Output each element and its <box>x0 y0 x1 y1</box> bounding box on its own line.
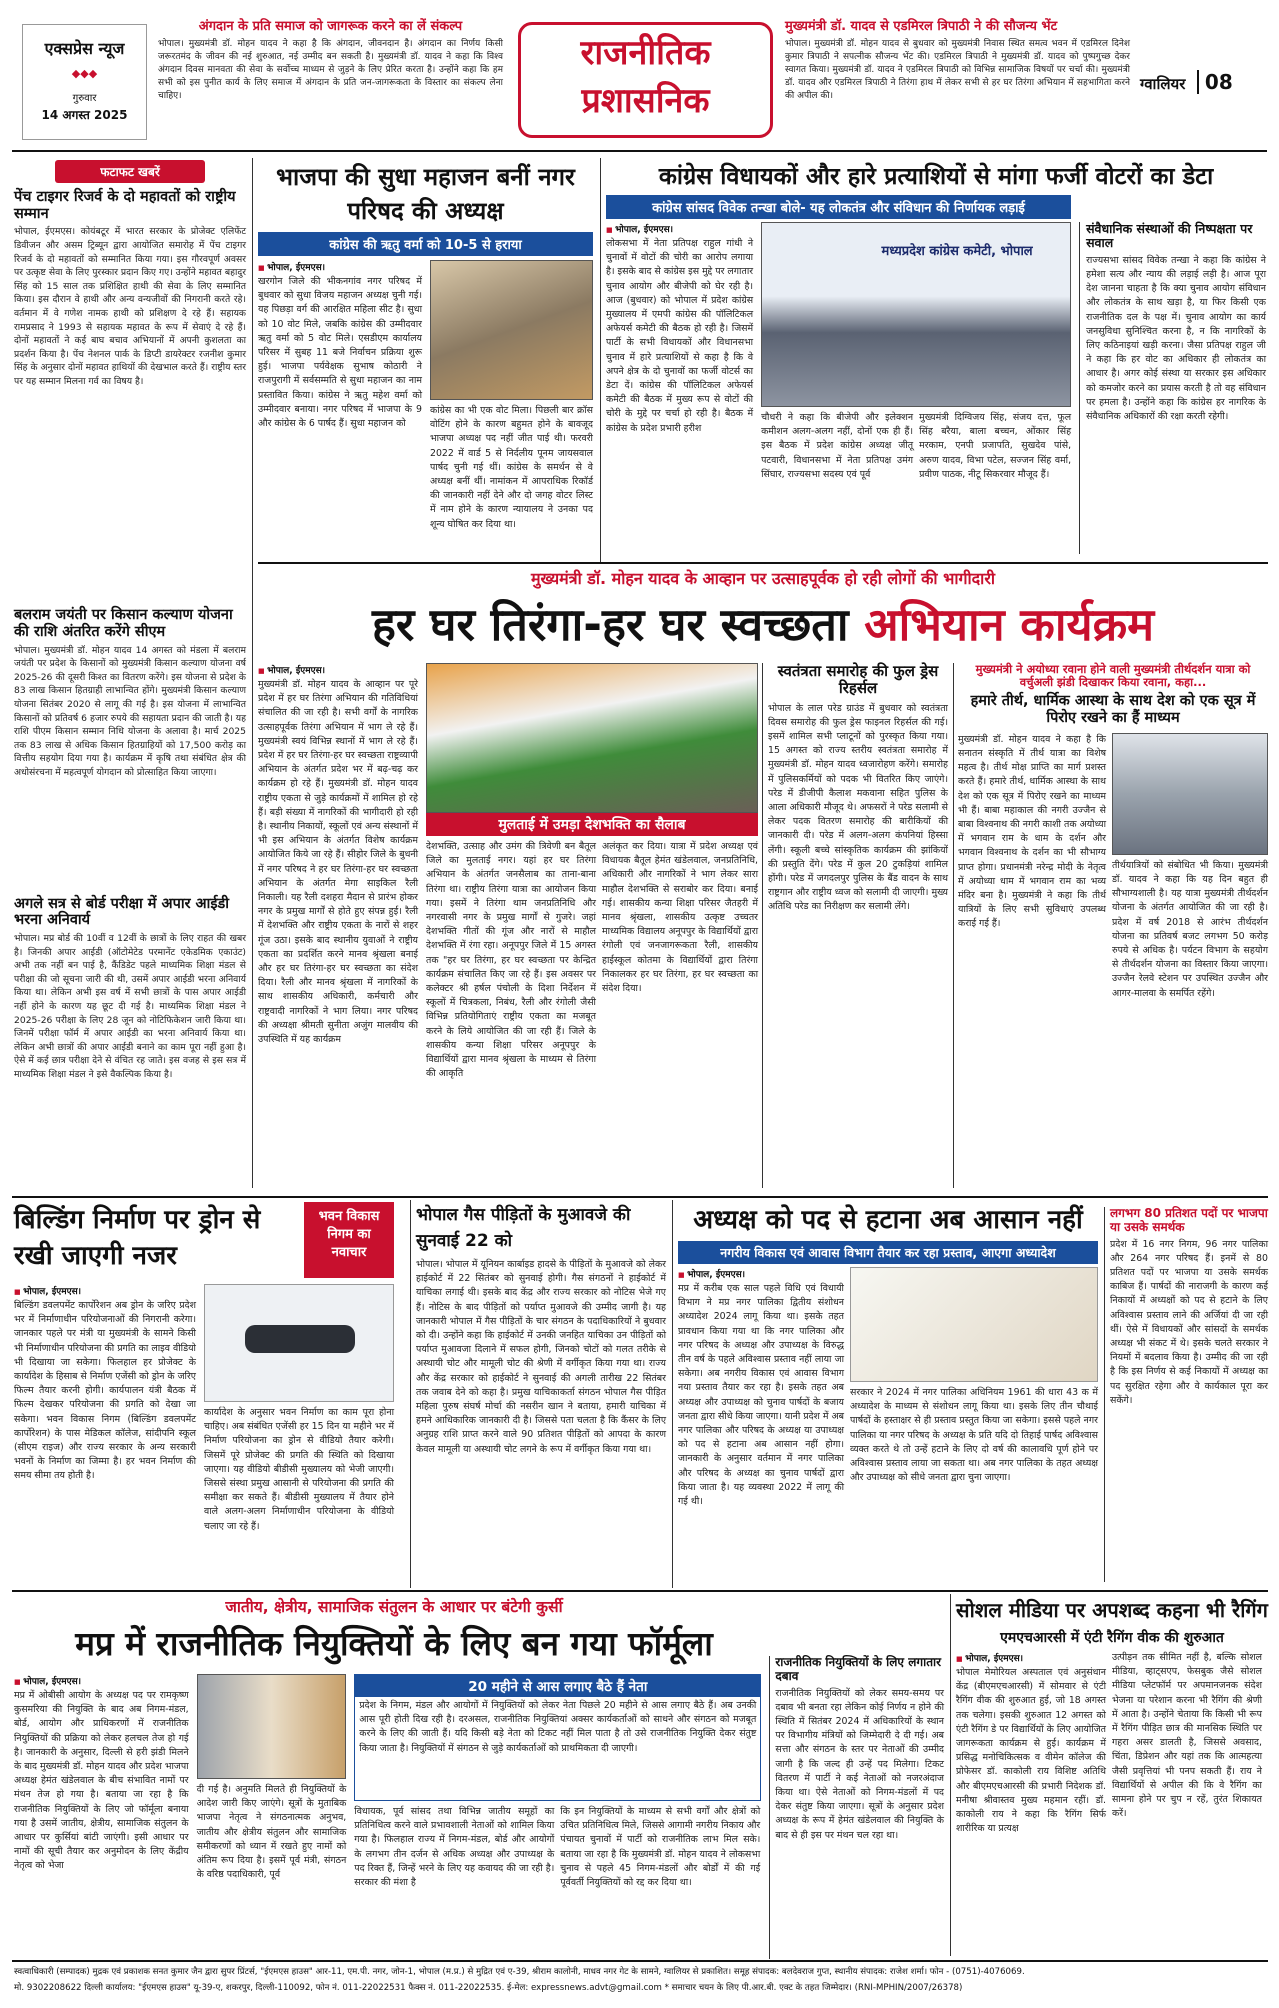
formula-col-3: विधायक, पूर्व सांसद तथा विभिन्न जातीय समूहों का प्रतिनिधित्व करने वाले प्रभावशाली नेताओं को शामिल किया गया है। फिलहाल राज्य में निगम-मंडल, बोर्ड और आयोगों के लगभग तीन दर्जन से अधिक अध्यक्ष और उपाध्यक्ष के पद रिक्त हैं, जिन्हें भरने के लिए यह कवायद की जा रही है। सरकार की मंशा है <box>354 1806 555 1889</box>
ragging-subtitle: एमएचआरसी में एंटी रैगिंग वीक की शुरुआत <box>1000 1630 1224 1646</box>
congress-side-body: राज्यसभा सांसद विवेक तन्खा ने कहा कि कांग्रेस ने हमेशा सत्य और न्याय की लड़ाई लड़ी है। आज पूरा देश जानना चाहता है कि क्या चुनाव आयोग संविधान और लोकतंत्र के साथ खड़ा है, या फिर किसी एक राजनीतिक दल के पक्ष में। चुनाव आयोग का कार्य जनसुविधा सुनिश्चित करना है, न कि नागरिकों के लिए कठिनाइयां खड़ी करना। जैसा प्रतिपक्ष राहुल जी ने कहा कि हर वोट का अधिकार ही लोकतंत्र का आधार है। अगर कोई संस्था या सरकार इस अधिकार को कमजोर करने का प्रयास करती है तो वह संविधान पर हमला है। उन्होंने कहा कि कांग्रेस हर नागरिक के संवैधानिक अधिकारों की रक्षा करती रहेगी। <box>1086 254 1266 422</box>
fatafat-title-1: पेंच टाइगर रिजर्व के दो महावतों को राष्ट्रीय सम्मान <box>14 189 236 222</box>
ragging-story <box>956 1596 1268 1956</box>
drone-col-2: कार्यादेश के अनुसार भवन निर्माण का काम पूरा होना चाहिए। अब संबंधित एजेंसी हर 15 दिन या महीने भर में निर्माण परियोजना का ड्रोन से वीडियो तैयार करेगी। जिसमें पूरे प्रोजेक्ट की प्रगति की स्थिति को दिखाया जाएगा। यह वीडियो बीडीसी मुख्यालय को भेजी जाएगी। जिससे संस्था प्रमुख आसानी से परियोजना की प्रगति की समीक्षा कर सकते हैं। बीडीसी मुख्यालय में तैयार होने वाले अलग-अलग निर्माणाधीन परियोजना के वीडियो चलाए जा रहे हैं। <box>204 1407 394 1532</box>
top-right-body: भोपाल। मुख्यमंत्री डॉ. मोहन यादव से बुधवार को मुख्यमंत्री निवास स्थित समत्व भवन में एडमिरल दिनेश कुमार त्रिपाठी ने सपत्नीक सौजन्य भेंट की। एडमिरल त्रिपाठी ने मुख्यमंत्री डॉ. यादव को पुष्पगुच्छ देकर स्वागत किया। मुख्यमंत्री डॉ. यादव ने एडमिरल त्रिपाठी को विभिन्न सामाजिक विषयों पर चर्चा की। मुख्यमंत्री डॉ. यादव और एडमिरल त्रिपाठी ने तिरंगा हाथ में लेकर सभी से हर घर तिरंगा अभियान में सहभागिता करने की अपील की। <box>785 38 1130 101</box>
fatafat-title-3: अगले सत्र से बोर्ड परीक्षा में अपार आईडी भरना अनिवार्य <box>14 895 230 929</box>
date-label: 14 अगस्त 2025 <box>41 108 128 122</box>
drone-icon <box>245 1325 355 1353</box>
drone-photo <box>204 1284 394 1402</box>
formula-box-body: प्रदेश के निगम, मंडल और आयोगों में नियुक्तियों को लेकर नेता पिछले 20 महीने से आस लगाए बैठे हैं। अब उनकी आस पूरी होती दिख रही है। दरअसल, राजनीतिक नियुक्तियां अक्सर कार्यकर्ताओं को साधने और संगठन को मजबूत करने के लिए की जाती हैं। यदि किसी बड़े नेता को टिकट नहीं मिल पाता है तो उसे राजनीतिक नियुक्ति देकर संतुष्ट किया जाता है। नियुक्तियों में संगठन से जुड़े कार्यकर्ताओं को प्राथमिकता दी जाएगी। <box>359 1700 757 1754</box>
footer-line-2: मो. 9302208622 दिल्ली कार्यालय: "ईएमएस हाउस" यू-39-ए, शकरपुर, दिल्ली-110092, फोन नं. 011-22022531 फैक्स नं. 011-22022535. ई-मेल: expressnews.advt@gmail.com * समाचार चयन के लिए पी.आर.बी. एक्ट के तहत जिम्मेदार। (RNI-MPHIN/2007/26378) <box>14 1983 963 1993</box>
formula-photo <box>197 1674 347 1779</box>
congress-col-1: लोकसभा में नेता प्रतिपक्ष राहुल गांधी ने चुनावों में वोटों की चोरी का आरोप लगाया है। इसके बाद से कांग्रेस इस मुद्दे पर लगातार चुनाव आयोग और बीजेपी को घेर रही है। आज (बुधवार) को भोपाल में प्रदेश कांग्रेस मुख्यालय में एमपी कांग्रेस की पॉलिटिकल अफेयर्स कमेटी की बैठक हो रही है। जिसमें पार्टी के सभी विधायकों और विधानसभा चुनाव में हारे प्रत्याशियों से कहा है कि वे अपने क्षेत्र के दो चुनावों का फर्जी वोटर्स का डेटा दें। कांग्रेस की पॉलिटिकल अफेयर्स कमेटी की बैठक में मुख्य रूप से वोटों की चोरी के मुद्दे पर चर्चा हो रही है। बैठक में कांग्रेस के प्रदेश प्रभारी हरीश <box>606 238 754 434</box>
congress-side-title: संवैधानिक संस्थाओं की निष्पक्षता पर सवाल <box>1086 221 1253 251</box>
tiranga-title-b: अभियान कार्यक्रम <box>864 598 1155 651</box>
drone-story <box>14 1202 404 1587</box>
city-label: ग्वालियर <box>1140 75 1186 93</box>
adhyaksh-story <box>678 1202 1268 1587</box>
formula-box <box>354 1674 761 1801</box>
ragging-title: सोशल मीडिया पर अपशब्द कहना भी रैगिंग <box>956 1598 1268 1622</box>
bjp-story <box>258 160 593 560</box>
adhyaksh-byline: ■ भोपाल, ईएमएस। <box>678 1267 844 1280</box>
formula-title: मप्र में राजनीतिक नियुक्तियों के लिए बन गया फॉर्मूला <box>75 1624 713 1663</box>
bjp-photo <box>430 260 593 400</box>
pilgrim-title: हमारे तीर्थ, धार्मिक आस्था के साथ देश को एक सूत्र में पिरोए रखने का हैं माध्यम <box>970 693 1256 727</box>
tiranga-byline: ■ भोपाल, ईएमएस। <box>258 663 418 676</box>
formula-col-1: मप्र में ओबीसी आयोग के अध्यक्ष पद पर रामकृष्ण कुसमरिया की नियुक्ति के बाद अब निगम-मंडल, बोर्ड, आयोग और प्राधिकरणों में राजनीतिक नियुक्तियों की प्रक्रिया को लेकर हलचल तेज हो गई है। जानकारी के अनुसार, दिल्ली से हरी झंडी मिलने के बाद मुख्यमंत्री डॉ. मोहन यादव और प्रदेश भाजपा अध्यक्ष हेमंत खंडेलवाल के बीच संभावित नामों पर मंथन तेज हो गया है। बताया जा रहा है कि राजनीतिक नियुक्तियों के लिए जो फॉर्मूला बनाया गया है उसमें जातीय, क्षेत्रीय, सामाजिक संतुलन के आधार पर कुर्सियां बांटी जाएंगी। इसी आधार पर नामों की सूची तैयार कर अनुमोदन के लिए केंद्रीय नेतृत्व को भेजा <box>14 1690 189 1872</box>
gas-story <box>416 1202 666 1587</box>
formula-kicker: जातीय, क्षेत्रीय, सामाजिक संतुलन के आधार पर बंटेगी कुर्सी <box>225 1598 563 1616</box>
bjp-byline: ■ भोपाल, ईएमएस। <box>258 260 422 273</box>
section-title-1: राजनीतिक <box>580 33 711 73</box>
tiranga-story <box>258 663 758 1193</box>
ragging-byline: ■ भोपाल, ईएमएस। <box>956 1651 1106 1664</box>
rehearsal-body: भोपाल के लाल परेड ग्राउंड में बुधवार को स्वतंत्रता दिवस समारोह की फुल ड्रेस फाइनल रिहर्सल की गई। इसमें शामिल सभी प्लाटूनों को पुरस्कृत किया गया। 15 अगस्त को राज्य स्तरीय स्वतंत्रता समारोह में मुख्यमंत्री डॉ. मोहन यादव ध्वजारोहण करेंगे। समारोह में पुलिसकर्मियों को पदक भी वितरित किए जाएंगे। परेड में डीजीपी कैलाश मकवाना सहित पुलिस के आला अधिकारी मौजूद थे। अफसरों ने परेड सलामी से लेकर पदक वितरण समारोह की बारीकियों की जानकारी दी। परेड में अलग-अलग कंपनियां हिस्सा लेंगी। स्कूली बच्चे सांस्कृतिक कार्यक्रम की झांकियों की प्रस्तुति देंगे। परेड में कुल 20 टुकड़ियां शामिल होंगी। परेड में जगदलपुर पुलिस के बैंड वादन के साथ राष्ट्रगान और राष्ट्रीय ध्वज को सलामी दी जाएगी। मुख्य अतिथि परेड का निरीक्षण कर सलामी लेंगे। <box>768 702 948 913</box>
bjp-subtitle: कांग्रेस की ऋतु वर्मा को 10-5 से हराया <box>258 232 593 256</box>
fatafat-body-2: भोपाल। मुख्यमंत्री डॉ. मोहन यादव 14 अगस्त को मंडला में बलराम जयंती पर प्रदेश के किसानों को मुख्यमंत्री किसान कल्याण योजना वर्ष 2025-26 की दूसरी किश्त का वितरण करेंगे। इस योजना से प्रदेश के 83 लाख किसान हितग्राही लाभान्वित होंगे। मुख्यमंत्री किसान कल्याण योजना सितंबर 2020 से लागू की गई है। इस योजना में लाभान्वित किसानों को प्रतिवर्ष 6 हजार रुपये की सहायता प्रदान की जाती है। यह राशि पीएम किसान सम्मान निधि योजना के अलावा है। मार्च 2025 तक 83 लाख से अधिक किसान हितग्राहियों को 17,500 करोड़ का वित्तीय सहयोग दिया गया है। कार्यक्रम में कृषि तथा संबंधित क्षेत्र की अधोसंरचना में महत्वपूर्ण योगदान को प्रोत्साहित किया जाएगा। <box>14 644 246 779</box>
pilgrim-col-2: तीर्थयात्रियों को संबोधित भी किया। मुख्यमंत्री डॉ. यादव ने कहा कि यह दिन बहुत ही सौभाग्यशाली है। यह यात्रा मुख्यमंत्री तीर्थदर्शन योजना के अंतर्गत आयोजित की जा रही है। प्रदेश में वर्ष 2018 से आरंभ तीर्थदर्शन योजना का प्रतिवर्ष बजट लगभग 50 करोड़ रुपये से अधिक है। पर्यटन विभाग के सहयोग से तीर्थदर्शन योजना का विस्तार किया जाएगा। उज्जैन रेलवे स्टेशन पर उपस्थित उज्जैन और आगर-मालवा के समर्पित रहेंगे। <box>1112 859 1268 999</box>
top-left-story <box>158 20 503 142</box>
pilgrim-col-1: मुख्यमंत्री डॉ. मोहन यादव ने कहा है कि सनातन संस्कृति में तीर्थ यात्रा का विशेष महत्व है। तीर्थ मोक्ष प्राप्ति का मार्ग प्रशस्त करते हैं। हमारे तीर्थ, धार्मिक आस्था के साथ देश को एक सूत्र में पिरोए रखने का माध्यम भी हैं। बाबा महाकाल की नगरी उज्जैन से बाबा विश्वनाथ की नगरी काशी तक अयोध्या में भगवान राम के धाम के दर्शन और भगवान विश्वनाथ के दर्शन का भी सौभाग्य प्राप्त होगा। प्रधानमंत्री नरेन्द्र मोदी के नेतृत्व में अयोध्या धाम में भगवान राम का भव्य मंदिर बना है। मुख्यमंत्री ने कहा कि तीर्थ यात्रियों के लिए सभी सुविधाएं उपलब्ध कराई गई हैं। <box>958 733 1106 930</box>
fatafat-body-3: भोपाल। मप्र बोर्ड की 10वीं व 12वीं के छात्रों के लिए राहत की खबर है। जिनकी अपार आईडी (ऑटोमेटेड परमानेंट एकेडमिक एकाउंट) अभी तक नहीं बन पाई है, कैंडिडेट पहले माध्यमिक शिक्षा मंडल से परीक्षा की जो सूचना जारी की थी, उसमें अपार आईडी भरना अनिवार्य किया था। लेकिन अभी इस वर्ष में सभी छात्रों के पास अपार आईडी नहीं होने के कारण यह छूट दी गई है। माध्यमिक शिक्षा मंडल ने 2025-26 परीक्षा के लिए 28 जून को नोटिफिकेशन जारी किया था। जिनमें परीक्षा फॉर्म में अपार आईडी का भरना अनिवार्य किया था। लेकिन अभी छात्रों की अपार आईडी बनाने का काम पूरा नहीं हुआ है। ऐसे में कई छात्र परीक्षा देने से वंचित रह जाते। इस वजह से इस सत्र में माध्यमिक शिक्षा मंडल ने इसे वैकल्पिक किया है। <box>14 933 246 1080</box>
rehearsal-title: स्वतंत्रता समारोह की फुल ड्रेस रिहर्सल <box>777 662 939 698</box>
adhyaksh-col-2: सरकार ने 2024 में नगर पालिका अधिनियम 1961 की धारा 43 क में अध्यादेश के माध्यम से संशोधन लागू किया था। इसके लिए तीन चौथाई पार्षदों के हस्ताक्षर से ही प्रस्ताव प्रस्तुत किया जा सकेगा। इससे पहले नगर पालिका या नगर परिषद के अध्यक्ष के प्रति यदि दो तिहाई पार्षद अविश्वास व्यक्त करते थे तो उन्हें हटाने के लिए दो वर्ष की कालावधि पूर्ण होने पर अविश्वास प्रस्ताव लाया जा सकता था। अब नगर पालिका के तहत अध्यक्ष और उपाध्यक्ष को सीधे जनता द्वारा चुना जाएगा। <box>850 1387 1098 1484</box>
congress-col-3: मुख्यमंत्री दिग्विजय सिंह, संजय दत्त, फूल सिंह बरैया, बाला बच्चन, ओंकार सिंह मरकाम, एनपी प्रजापति, सुखदेव पांसे, अरुण यादव, विभा पटेल, सज्जन सिंह वर्मा, प्रवीण पाठक, नीटू सिकरवार मौजूद हैं। <box>919 412 1072 480</box>
tiranga-title-a: हर घर तिरंगा-हर घर स्वच्छता <box>371 598 865 651</box>
formula-col-2: दी गई है। अनुमति मिलते ही नियुक्तियों के आदेश जारी किए जाएंगे। सूत्रों के मुताबिक भाजपा नेतृत्व ने संगठनात्मक अनुभव, जातीय और क्षेत्रीय संतुलन और सामाजिक समीकरणों को ध्यान में रखते हुए नामों को अंतिम रूप दिया है। इसमें पूर्व मंत्री, संगठन के वरिष्ठ पदाधिकारी, पूर्व <box>196 1784 347 1881</box>
adhyaksh-title: अध्यक्ष को पद से हटाना अब आसान नहीं <box>693 1205 1083 1235</box>
congress-story <box>606 160 1266 560</box>
ragging-col-2: उत्पीड़न तक सीमित नहीं है, बल्कि सोशल मीडिया, व्हाट्सएप, फेसबुक जैसे सोशल मीडिया प्लेटफॉर्म पर अपमानजनक संदेश भेजना या परेशान करना भी रैगिंग की श्रेणी में आता है। उन्होंने चेताया कि किसी भी रूप में रैगिंग पीड़ित छात्र की मानसिक स्थिति पर गहरा असर डालती है, जिससे अवसाद, चिंता, डिप्रेशन और यहां तक कि आत्महत्या जैसी प्रवृत्तियां भी पनप सकती हैं। राय ने विद्यार्थियों से अपील की कि वे रैगिंग का सामना होने पर चुप न रहें, तुरंत शिकायत करें। <box>1112 1652 1262 1820</box>
adhyaksh-subtitle: नगरीय विकास एवं आवास विभाग तैयार कर रहा प्रस्ताव, आएगा अध्यादेश <box>678 1241 1098 1264</box>
top-right-story <box>785 20 1130 142</box>
pilgrim-kicker: मुख्यमंत्री ने अयोध्या रवाना होने वाली मुख्यमंत्री तीर्थदर्शन यात्रा को वर्चुअली झंडी दिखाकर किया रवाना, कहा... <box>975 662 1251 690</box>
tiranga-photo <box>426 663 758 813</box>
tiranga-col-1: मुख्यमंत्री डॉ. मोहन यादव के आव्हान पर पूरे प्रदेश में हर घर तिरंगा अभियान की गतिविधियां संचालित की जा रही है। सभी वर्गों के नागरिक उत्साहपूर्वक तिरंगा अभियान में भाग ले रहे हैं। मुख्यमंत्री स्वयं विभिन्न स्थानों में भाग ले रहे हैं। प्रदेश में हर घर तिरंगा-हर घर स्वच्छता राष्ट्रव्यापी अभियान के अंतर्गत प्रदेश भर में बढ़-चढ़ कर कार्यक्रम हो रहे हैं। मुख्यमंत्री डॉ. मोहन यादव राष्ट्रीय एकता से जुड़े कार्यक्रमों में शामिल हो रहे हैं। बड़ी संख्या में नागरिकों की भागीदारी हो रही है। स्थानीय निकायों, स्कूलों एवं अन्य संस्थानों में भी इस अभियान के अंतर्गत विशेष कार्यक्रम आयोजित किये जा रहे हैं। सीहोर जिले के बुधनी में नगर परिषद ने हर घर तिरंगा-हर घर स्वच्छता अभियान के अंतर्गत मेगा साइकिल रैली निकाली। यह रैली दशहरा मैदान से प्रारंभ होकर नगर के प्रमुख मार्गों से होते हुए संपन्न हुई। रैली में देशभक्ति और राष्ट्रीय एकता के नारों से शहर गूंज उठा। इसके बाद स्थानीय युवाओं ने राष्ट्रीय एकता का प्रदर्शित करने मानव श्रृंखला बनाई और हर घर तिरंगा-हर घर स्वच्छता का संदेश दिया। रैली और मानव श्रृंखला में नागरिकों के साथ शासकीय अधिकारी, कर्मचारी और राष्ट्रवादी नागरिकों ने भाग लिया। नगर परिषद की अध्यक्षा श्रीमती सुनीता अजुंग मालवीय की उपस्थिति में यह कार्यक्रम <box>258 679 418 1046</box>
fatafat-title-2: बलराम जयंती पर किसान कल्याण योजना की राशि अंतरित करेंगे सीएम <box>14 607 233 641</box>
diamond-icon: ◆◆◆ <box>71 67 98 80</box>
formula-box-title: 20 महीने से आस लगाए बैठे हैं नेता <box>355 1675 760 1697</box>
tiranga-caption: मुलताई में उमड़ा देशभक्ति का सैलाब <box>426 813 758 836</box>
section-title-2: प्रशासनिक <box>581 81 710 121</box>
drone-byline: ■ भोपाल, ईएमएस। <box>14 1284 196 1297</box>
formula-side-title: राजनीतिक नियुक्तियों के लिए लगातार दबाव <box>775 1655 942 1683</box>
gas-title: भोपाल गैस पीड़ितों के मुआवजे की सुनवाई 22 को <box>416 1205 631 1251</box>
pilgrim-photo <box>1112 733 1268 855</box>
bjp-col-2: कांग्रेस का भी एक वोट मिला। पिछली बार क्रॉस वोटिंग होने के कारण बहुमत होने के बावजूद भाजपा अध्यक्ष पद नहीं जीत पाई थी। फरवरी 2022 में वार्ड 5 से निर्दलीय पूनम जायसवाल पार्षद चुनी गई थीं। कांग्रेस के समर्थन से वे अध्यक्ष बनीं थीं। नामांकन में आपराधिक रिकॉर्ड की जानकारी नहीं देने और दो जगह वोटर लिस्ट में नाम होने के कारण न्यायालय ने उनका पद शून्य घोषित कर दिया था। <box>430 405 593 530</box>
tiranga-col-3: अलंकृत कर दिया। यात्रा में प्रदेश अध्यक्ष एवं विधायक बैतूल हेमंत खंडेलवाल, जनप्रतिनिधि, अधिकारी और नागरिकों ने भाग लेकर सारा माहौल देशभक्ति से सराबोर कर दिया। बनाई गई। शासकीय कन्या शिक्षा परिसर जैतहरी में मानव श्रृंखला, शासकीय उत्कृष्ट उच्चतर माध्यमिक विद्यालय अनूपपुर के विद्यार्थियों द्वारा रंगोली एवं जनजागरूकता रैली, शासकीय हाईस्कूल कोतमा के विद्यार्थियों द्वारा तिरंगा निकालकर हर घर तिरंगा, हर घर स्वच्छता का संदेश दिया। <box>602 841 758 995</box>
pilgrim-story <box>958 663 1268 1193</box>
gas-body: भोपाल। भोपाल में यूनियन कार्बाइड हादसे के पीड़ितों के मुआवजे को लेकर हाईकोर्ट में 22 सितंबर को सुनवाई होगी। गैस संगठनों ने हाईकोर्ट में याचिका लगाई थी। इसके बाद केंद्र और राज्य सरकार को नोटिस भेजे गए हैं। नोटिस के बाद पीड़ितों को पर्याप्त मुआवजे की उम्मीद जागी है। यह जानकारी भोपाल में गैस पीड़ितों के चार संगठन के पदाधिकारियों ने बुधवार को दी। उन्होंने कहा कि हाईकोर्ट में उनकी जनहित याचिका उन पीड़ितों को पर्याप्त मुआवजा दिलाने में सफल होगी, जिनको चोटों को गलत तरीके से अस्थायी चोट और मामूली चोट की श्रेणी में वर्गीकृत किया गया था। राज्य और केंद्र सरकार को हाईकोर्ट ने सुनवाई की अगली तारीख 22 सितंबर तक जवाब देने को कहा है। प्रमुख याचिकाकर्ता संगठन भोपाल गैस पीड़ित महिला पुरुष संघर्ष मोर्चा की नसरीन खान ने बताया, हमारी याचिका में हमने आधिकारिक जानकारी दी है। जिससे पता चलता है कि कैंसर के लिए अनुग्रह राशि प्राप्त करने वाले 90 प्रतिशत पीड़ितों को आपदा के कारण केवल मामूली या अस्थायी चोट लगने के रूप में वर्गीकृत किया गया था। <box>416 1259 666 1455</box>
top-left-title: अंगदान के प्रति समाज को जागरूक करने का लें संकल्प <box>198 19 463 34</box>
ragging-col-1: भोपाल मेमोरियल अस्पताल एवं अनुसंधान केंद्र (बीएमएचआरसी) में सोमवार से एंटी रैगिंग वीक की शुरुआत हुई, जो 18 अगस्त तक चलेगा। इसकी शुरुआत 12 अगस्त को एंटी रैगिंग डे पर विद्यार्थियों के लिए आयोजित जागरूकता कार्यक्रम से हुई। कार्यक्रम में प्रसिद्ध मनोचिकित्सक व वीमेन कॉलेज की प्रोफेसर डॉ. काकोली राय विशिष्ट अतिथि और बीएमएचआरसी की प्रभारी निदेशक डॉ. मनीषा श्रीवास्तव मुख्य महमान रहीं। डॉ. काकोली राय ने कहा कि रैगिंग सिर्फ शारीरिक या प्रत्यक्ष <box>956 1667 1106 1835</box>
footer-line-1: स्वत्वाधिकारी (सम्पादक) मुद्रक एवं प्रकाशक सनत कुमार जैन द्वारा सुपर प्रिंटर्स, "ईएमएस हाउस" आर-11, एम.पी. नगर, जोन-1, भोपाल (म.प्र.) से मुद्रित एवं ए-39, श्रीराम कालोनी, माधव नगर गेट के सामने, ग्वालियर से प्रकाशित। समूह संपादक: बलदेवराज गुप्त, स्थानीय संपादक: राजेश शर्मा। फोन - (0751)-4076069. <box>14 1967 1025 1977</box>
congress-banner: मध्यप्रदेश कांग्रेस कमेटी, भोपाल <box>881 244 1033 259</box>
adhyaksh-col-1: मप्र में करीब एक साल पहले विधि एवं विधायी विभाग ने मप्र नगर पालिका द्वितीय संशोधन अध्यादेश 2024 लागू किया था। इसके तहत प्रावधान किया गया था कि नगर पालिका और नगर परिषद के अध्यक्ष और उपाध्यक्ष के विरुद्ध तीन वर्ष के पहले अविश्वास प्रस्ताव नहीं लाया जा सकेगा। अब नगरीय विकास एवं आवास विभाग नया प्रस्ताव तैयार कर रहा है। इसके तहत अब अध्यक्ष और उपाध्यक्ष को चुनाव पार्षदों के बजाय जनता द्वारा सीधे किया जाएगा। यानी प्रदेश में अब नगर पालिका और परिषद के अध्यक्ष या उपाध्यक्ष को पद से हटाना अब आसान नहीं होगा। जानकारी के अनुसार वर्तमान में नगर पालिका और परिषद के अध्यक्ष का चुनाव पार्षदों द्वारा किया जाता है। यह व्यवस्था 2022 में लागू की गई थी। <box>678 1283 845 1508</box>
fatafat-body-1: भोपाल, ईएमएस। कोयंबटूर में भारत सरकार के प्रोजेक्ट एलिफेंट डिवीजन और असम ट्रिब्यून द्वारा आयोजित समारोह में पेंच टाइगर रिजर्व के दो महावतों को सम्मानित किया गया। इस गौरवपूर्ण अवसर पर उत्कृष्ट सेवा के लिए पुरस्कार प्रदान किए गए। उन्होंने महावत बहादुर सिंह को 15 साल तक प्रशिक्षित हाथी की सेवा के लिए सम्मानित किया। इस दौरान वे हाथी और अन्य वन्यजीवों की निगरानी करते रहे। वर्तमान में वे गणेश नामक हाथी को प्रशिक्षण दे रहे हैं। सहायक रामप्रसाद ने 1993 से सहायक महावत के रूप में सेवाएं दे रहे हैं। दोनों महावतों ने कई बाघ बचाव अभियानों में अपनी कुशलता का प्रदर्शन किया है। पेंच नेशनल पार्क के डिप्टी डायरेक्टर रजनीश कुमार सिंह के अनुसार दोनों महावत हाथियों की देखभाल करते हैं। राष्ट्रीय स्तर पर यह सम्मान मिलना गर्व का विषय है। <box>14 226 246 387</box>
section-box <box>518 22 773 138</box>
formula-byline: ■ भोपाल, ईएमएस। <box>14 1674 189 1687</box>
formula-story <box>14 1655 944 1954</box>
congress-photo <box>761 222 1071 407</box>
brand-box <box>22 24 147 140</box>
city-page <box>1140 70 1265 100</box>
drone-title: बिल्डिंग निर्माण पर ड्रोन से रखी जाएगी नजर <box>14 1205 261 1271</box>
congress-title: कांग्रेस विधायकों और हारे प्रत्याशियों से मांगा फर्जी वोटरों का डेटा <box>658 162 1214 190</box>
congress-byline: ■ भोपाल, ईएमएस। <box>606 222 753 235</box>
adhyaksh-side-body: प्रदेश में 16 नगर निगम, 96 नगर पालिका और 264 नगर परिषद हैं। इनमें से 80 प्रतिशत पदों पर भाजपा या उसके समर्थक काबिज हैं। पार्षदों की नाराजगी के कारण कई निकायों में अध्यक्षों को पद से हटाने के लिए अविश्वास प्रस्ताव लाने की अर्जियां दी जा रही थीं। ऐसे में विधायकों और सांसदों के समर्थक अध्यक्ष भी संकट में थे। इसके चलते सरकार ने नियमों में बदलाव किया है। उम्मीद की जा रही है कि इस निर्णय से कई निकायों में अध्यक्ष का पद सुरक्षित रहेगा और वे कार्यकाल पूरा कर सकेंगे। <box>1110 1238 1268 1406</box>
adhyaksh-side-title: लगभग 80 प्रतिशत पदों पर भाजपा या उसके समर्थक <box>1110 1206 1268 1234</box>
day-label: गुरुवार <box>72 93 97 104</box>
tiranga-kicker: मुख्यमंत्री डॉ. मोहन यादव के आव्हान पर उत्साहपूर्वक हो रही लोगों की भागीदारी <box>530 569 996 588</box>
masthead <box>0 0 1279 150</box>
congress-subtitle: कांग्रेस सांसद विवेक तन्खा बोले- यह लोकतंत्र और संविधान की निर्णायक लड़ाई <box>606 195 1071 219</box>
fatafat-column <box>14 160 246 1190</box>
top-left-body: भोपाल। मुख्यमंत्री डॉ. मोहन यादव ने कहा है कि अंगदान, जीवनदान है। अंगदान का निर्णय किसी जरूरतमंद के जीवन की नई शुरुआत, नई उम्मीद बन सकती है। मुख्यमंत्री डॉ. यादव ने कहा कि विश्व अंगदान दिवस मानवता की सेवा के सर्वोच्च माध्यम से जुड़ने के लिए प्रेरित करता है। उन्होंने कहा कि हम सभी को इस पुनीत कार्य के लिए समाज में अंगदान के प्रति जन-जागरूकता के विस्तार का संकल्प लेना चाहिए। <box>158 38 503 101</box>
drone-tag: भवन विकास निगम का नवाचार <box>304 1202 394 1278</box>
page-number: 08 <box>1197 70 1233 94</box>
bjp-col-1: खरगोन जिले की भीकनगांव नगर परिषद में बुधवार को सुधा विजय महाजन अध्यक्ष चुनी गई। यह पिछड़ा वर्ग की आरक्षित महिला सीट है। सुधा को 10 वोट मिले, जबकि कांग्रेस की उम्मीदवार ऋतु वर्मा को 5 वोट मिले। एसडीएम कार्यालय परिसर में सुबह 11 बजे निर्वाचन प्रक्रिया शुरू हुई। भाजपा पर्यवेक्षक सुभाष कोठारी ने राजपुरागी में सर्वसम्मति से सुधा महाजन का नाम प्रस्तावित किया। कांग्रेस ने ऋतु महेश वर्मा को उम्मीदवार बनाया। नगर परिषद में भाजपा के 9 और कांग्रेस के 6 पार्षद हैं। सुधा महाजन को <box>258 276 422 430</box>
congress-col-2: चौधरी ने कहा कि बीजेपी और इलेक्शन कमीशन अलग-अलग नहीं, दोनों एक ही हैं। इस बैठक में प्रदेश कांग्रेस अध्यक्ष जीतू पटवारी, विधानसभा में नेता प्रतिपक्ष उमंग सिंघार, राज्यसभा सदस्य एवं पूर्व <box>761 412 914 480</box>
brand-name: एक्सप्रेस न्यूज <box>44 39 125 58</box>
formula-col-4: कि इन नियुक्तियों के माध्यम से सभी वर्गों और क्षेत्रों को उचित प्रतिनिधित्व मिले, जिससे आगामी नगरीय निकाय और पंचायत चुनावों में पार्टी को राजनीतिक लाभ मिल सके। बताया जा रहा है कि मुख्यमंत्री डॉ. मोहन यादव ने लोकसभा चुनाव से पहले 45 निगम-मंडलों और बोर्डों में की गई पूर्ववर्ती नियुक्तियों को रद्द कर दिया था। <box>560 1806 761 1889</box>
tiranga-headline <box>258 593 1268 659</box>
top-right-title: मुख्यमंत्री डॉ. यादव से एडमिरल त्रिपाठी ने की सौजन्य भेंट <box>785 19 1058 34</box>
drone-col-1: बिल्डिंग डवलपमेंट कार्पोरेशन अब ड्रोन के जरिए प्रदेश भर में निर्माणाधीन परियोजनाओं की निगरानी करेगा। जानकार पहले पर मंत्री या मुख्यमंत्री के सामने किसी भी निर्माणाधीन परियोजना की प्रगति का लाइव वीडियो भी दिखाया जा सकेगा। फिलहाल हर प्रोजेक्ट के कार्यादेश के हिसाब से निर्माण एजेंसी को ड्रोन के जरिए फिल्म तैयार करनी होगी। कार्यपालन यंत्री बैठक में फिल्म देखकर परियोजना की प्रगति को देखा जा सकेगा। भवन विकास निगम (बिल्डिंग डवलपमेंट कार्पोरेशन) के पास मेडिकल कॉलेज, सांदीपनि स्कूल (सीएम राइज) और राज्य सरकार के अन्य सरकारी भवनों के निर्माण का जिम्मा है। हर भवन निर्माण की समय सीमा तय होती है। <box>14 1300 196 1482</box>
footer <box>14 1964 1266 2002</box>
tiranga-col-2: देशभक्ति, उत्साह और उमंग की त्रिवेणी बन बैतूल जिले का मुलताई नगर। यहां हर घर तिरंगा अभियान के अंतर्गत जनसैलाब का ताना-बाना तिरंगा था। राष्ट्रीय तिरंगा यात्रा का आयोजन किया गया। इसमें ने तिरंगा थाम जनप्रतिनिधि और नगरवासी नगर के प्रमुख मार्गों से गुजरे। जहां देशभक्ति गीतों की गूंज और नारों से माहौल देशभक्ति में रंगा रहा। अनूपपुर जिले में 15 अगस्त तक "हर घर तिरंगा, हर घर स्वच्छता पर केन्द्रित कार्यक्रम संचालित किए जा रहे हैं। इस अवसर पर कलेक्टर श्री हर्षल पंचोली के दिशा निर्देशन में स्कूलों में चित्रकला, निबंध, रैली और रंगोली जैसी विभिन्न प्रतियोगिताएं राष्ट्रीय एकता का मजबूत करने के लिये आयोजित की जा रही हैं। जिले के शासकीय कन्या शिक्षा परिसर अनूपपुर के विद्यार्थियों द्वारा मानव श्रृंखला के माध्यम से तिरंगा की आकृति <box>426 841 596 1080</box>
fatafat-label: फटाफट खबरें <box>55 160 205 183</box>
formula-side-body: राजनीतिक नियुक्तियों को लेकर समय-समय पर दबाव भी बनता रहा लेकिन कोई निर्णय न होने की स्थिति में सितंबर 2024 में अधिकारियों के स्थान पर विभागीय मंत्रियों को जिम्मेदारी दे दी गई। अब सत्ता और संगठन के स्तर पर नेताओं की उम्मीद जागी है कि जल्द ही उन्हें पद मिलेगा। टिकट वितरण में पार्टी ने कई नेताओं को नजरअंदाज किया था। ऐसे नेताओं को निगम-मंडलों में पद देकर संतुष्ट किया जाएगा। सूत्रों के अनुसार प्रदेश अध्यक्ष के रूप में हेमंत खंडेलवाल की नियुक्ति के बाद से ही इस पर मंथन चल रहा था। <box>775 1687 944 1841</box>
bjp-title: भाजपा की सुधा महाजन बनीं नगर परिषद की अध्यक्ष <box>276 163 575 225</box>
rehearsal-story <box>768 663 948 1188</box>
adhyaksh-cartoon <box>850 1267 1098 1382</box>
